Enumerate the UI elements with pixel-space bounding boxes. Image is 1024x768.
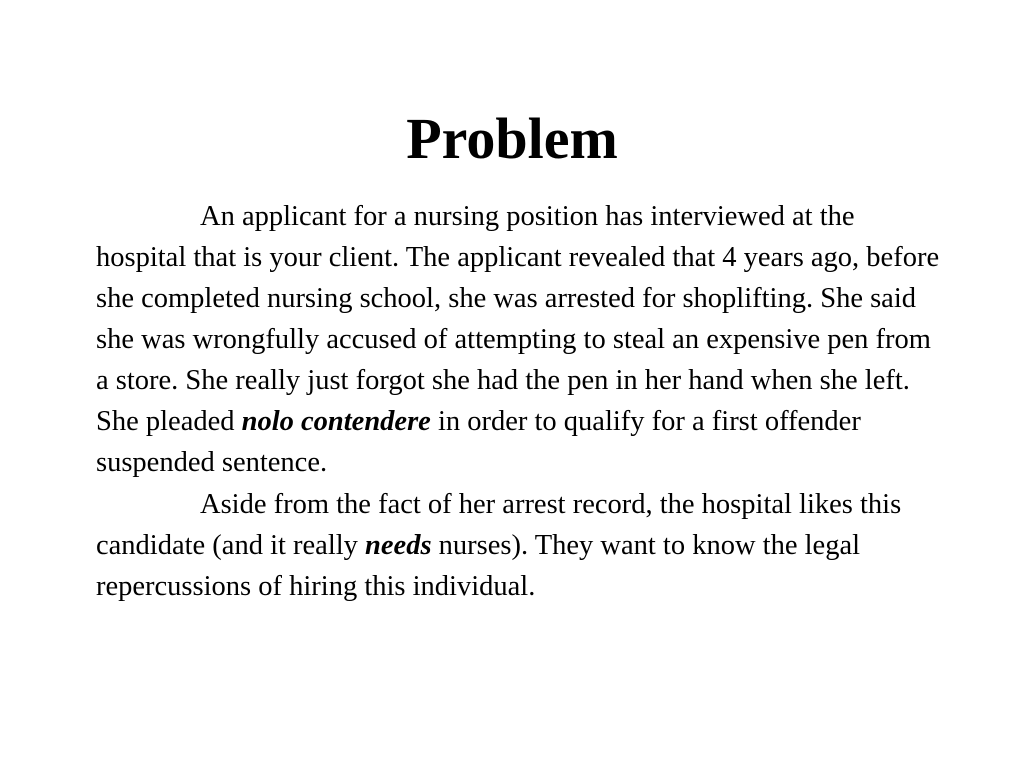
emphasized-term: nolo contendere xyxy=(241,406,431,437)
emphasized-term: needs xyxy=(365,530,432,561)
slide-title: Problem xyxy=(406,106,618,171)
slide-body xyxy=(96,196,946,607)
paragraph-problem-facts xyxy=(96,196,946,483)
paragraph-text: Aside from the fact of her arrest record, the hospital likes this candidate (and it really xyxy=(96,489,902,561)
paragraph-text: nurses). They want to know the legal repercussions of hiring this individual. xyxy=(96,530,861,602)
paragraph-text: in order to qualify for a first offender suspended sentence. xyxy=(96,406,861,478)
paragraph-hospital-question xyxy=(96,484,946,607)
paragraph-text: An applicant for a nursing position has interviewed at the hospital that is your client. The applicant revealed that 4 years ago, before she completed nursing school, she was arrested for shoplifting. She said she was wrongfully accused of attempting to steal an expensive pen from a store. She really just forgot she had the pen in her hand when she left. She pleaded xyxy=(96,201,940,437)
